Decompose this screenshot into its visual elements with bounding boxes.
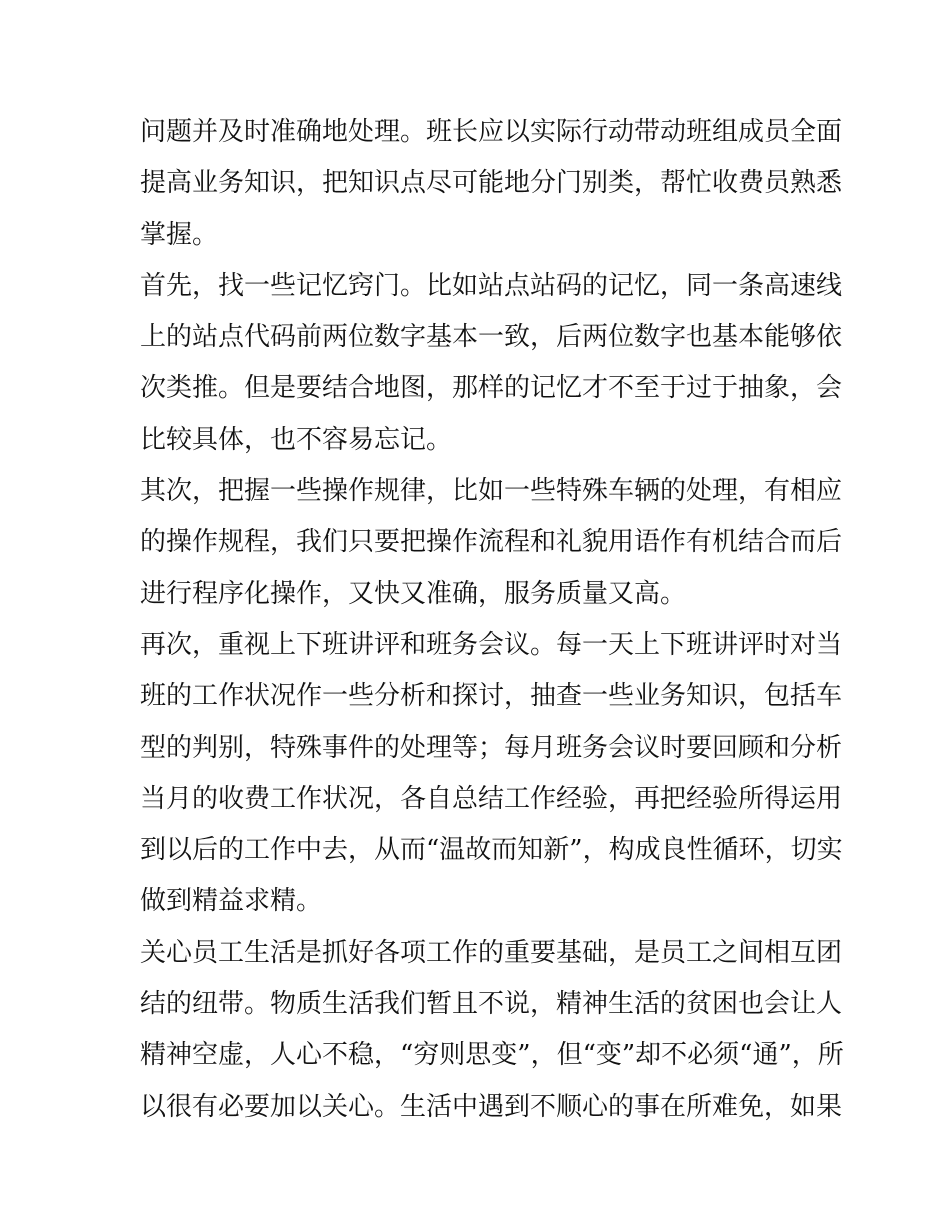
text-line: 其次，把握一些操作规律，比如一些特殊车辆的处理，有相应 (140, 476, 843, 507)
text-line: 掌握。 (140, 219, 219, 250)
text-line: 精神空虚，人心不稳，“穷则思变”，但“变”却不必须“通”，所 (140, 1040, 844, 1071)
text-line: 比较具体，也不容易忘记。 (140, 424, 453, 455)
document-body (140, 107, 844, 1133)
text-line: 进行程序化操作，又快又准确，服务质量又高。 (140, 578, 687, 609)
text-line: 结的纽带。物质生活我们暂且不说，精神生活的贫困也会让人 (140, 989, 843, 1020)
text-line: 次类推。但是要结合地图，那样的记忆才不至于过于抽象，会 (140, 373, 843, 404)
text-line: 做到精益求精。 (140, 886, 323, 917)
text-line: 以很有必要加以关心。生活中遇到不顺心的事在所难免，如果 (140, 1091, 843, 1122)
text-line: 上的站点代码前两位数字基本一致，后两位数字也基本能够依 (140, 322, 843, 353)
text-line: 的操作规程，我们只要把操作流程和礼貌用语作有机结合而后 (140, 527, 843, 558)
text-line: 班的工作状况作一些分析和探讨，抽查一些业务知识，包括车 (140, 681, 843, 712)
text-line: 关心员工生活是抓好各项工作的重要基础，是员工之间相互团 (140, 937, 843, 968)
text-line: 再次，重视上下班讲评和班务会议。每一天上下班讲评时对当 (140, 629, 843, 660)
text-line: 到以后的工作中去，从而“温故而知新”，构成良性循环，切实 (140, 835, 843, 866)
text-line: 首先，找一些记忆窍门。比如站点站码的记忆，同一条高速线 (140, 270, 843, 301)
text-line: 提高业务知识，把知识点尽可能地分门别类，帮忙收费员熟悉 (140, 168, 843, 199)
text-line: 当月的收费工作状况，各自总结工作经验，再把经验所得运用 (140, 783, 843, 814)
text-line: 型的判别，特殊事件的处理等；每月班务会议时要回顾和分析 (140, 732, 843, 763)
text-line: 问题并及时准确地处理。班长应以实际行动带动班组成员全面 (140, 117, 843, 147)
